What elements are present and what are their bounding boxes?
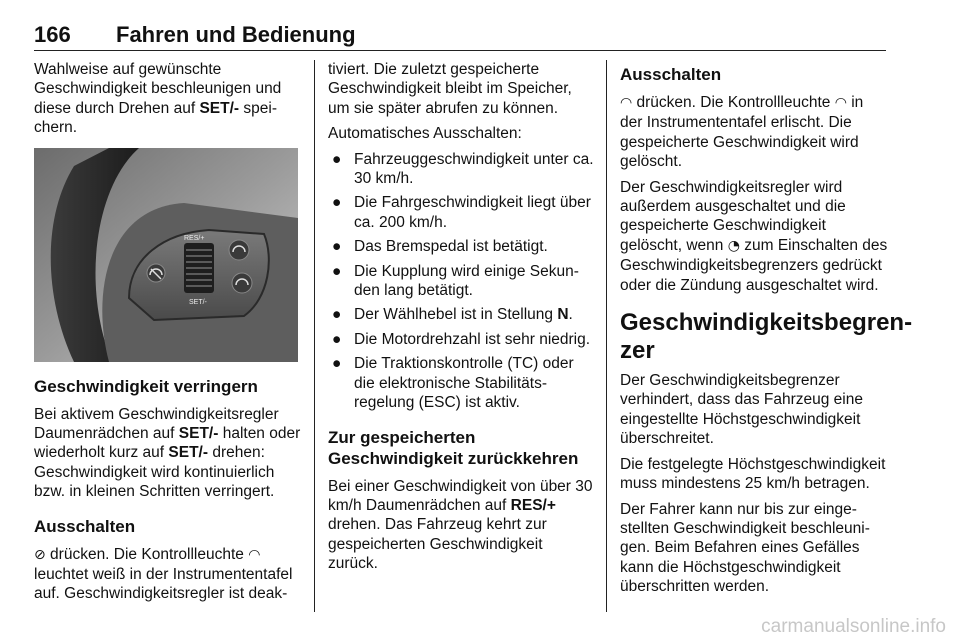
heading-switch-off: Ausschalten — [620, 65, 722, 84]
heading-speed-limiter: Geschwindigkeitsbegrenzer — [620, 309, 913, 365]
paragraph: Die festgelegte Höchstgeschwindigkeit muss mindestens 25 km/h betragen. — [620, 455, 886, 493]
watermark: carmanualsonline.info — [761, 616, 946, 637]
paragraph: Automatisches Ausschalten: — [328, 125, 522, 143]
page-number: 166 — [34, 22, 71, 47]
list-item: ● Der Wählhebel ist in Stellung N. — [332, 306, 573, 324]
paragraph: Wahlweise auf gewünschte Geschwindigkeit beschleunigen und diese durch Drehen auf SET/- speichern. — [34, 61, 282, 137]
list-item: ● Fahrzeuggeschwindigkeit unter ca. 30 km/h. — [332, 150, 594, 188]
heading-decrease-speed: Geschwindigkeit verringern — [34, 376, 258, 396]
paragraph: Der Geschwindigkeitsbegrenzer verhindert, dass das Fahrzeug eine eingestellte Höchstgeschwindigkeit überschreitet. — [620, 372, 863, 448]
paragraph: Der Fahrer kann nur bis zur eingestellten Geschwindigkeit beschleunigen. Beim Befahren eines Gefälles kann die Höchstgeschwindigkeit überschritten werden. — [620, 500, 870, 596]
paragraph: ◠ drücken. Die Kontrollleuchte ◠ in der Instrumententafel erlischt. Die gespeicherte Geschwindigkeit wird gelöscht. — [620, 94, 864, 171]
heading-switch-off: Ausschalten — [34, 516, 136, 536]
auto-off-list — [328, 150, 596, 413]
set-label: SET/- — [189, 298, 207, 306]
list-item: ● Die Fahrgeschwindigkeit liegt über ca. 200 km/h. — [332, 194, 591, 231]
list-item: ● Die Motordrehzahl ist sehr niedrig. — [332, 330, 591, 348]
list-item: ● Die Kupplung wird einige Sekunden lang betätigt. — [332, 262, 579, 300]
column-2 — [328, 60, 596, 580]
list-item: ● Die Traktionskontrolle (TC) oder die elektronische Stabilitätsregelung (ESC) ist aktiv. — [332, 355, 574, 412]
paragraph: ⊘ drücken. Die Kontrollleuchte ◠ leuchtet weiß in der Instrumententafel auf. Geschwindigkeitsregler ist deak- — [34, 545, 293, 603]
steering-wheel-figure — [34, 148, 298, 362]
column-divider — [606, 60, 607, 612]
column-1 — [34, 60, 304, 610]
cruise-control-icon: ◠ — [248, 546, 261, 563]
list-item: ● Das Bremspedal ist betätigt. — [332, 238, 548, 256]
page-header — [34, 8, 886, 51]
column-3 — [620, 60, 913, 603]
cruise-control-icon: ◠ — [620, 95, 633, 111]
paragraph: Der Geschwindigkeitsregler wird außerdem ausgeschaltet und die gespeicherte Geschwindigkeit gelöscht, wenn ◔ zum Einschalten des Geschwindigkeitsbegrenzers gedrückt oder die Zündung ausgeschaltet wird. — [620, 178, 888, 294]
cruise-cancel-icon: ⊘ — [34, 546, 46, 563]
column-divider — [314, 60, 315, 612]
speed-limiter-icon: ◔ — [727, 237, 740, 254]
paragraph: Bei einer Geschwindigkeit von über 30 km/h Daumenrädchen auf RES/+ drehen. Das Fahrzeug kehrt zur gespeicherten Geschwindigkeit zurück. — [328, 477, 593, 573]
heading-resume-speed: Zur gespeicherten Geschwindigkeit zurückkehren — [328, 427, 579, 468]
res-label: RES/+ — [184, 234, 205, 242]
cruise-control-icon: ◠ — [834, 95, 847, 111]
paragraph: tiviert. Die zuletzt gespeicherte Geschwindigkeit bleibt im Speicher, um sie später abrufen zu können. — [328, 61, 572, 117]
paragraph: Bei aktivem Geschwindigkeitsregler Daumenrädchen auf SET/- halten oder wiederholt kurz auf SET/- drehen: Geschwindigkeit wird kontinuierlich bzw. in kleinen Schritten verringert. — [34, 405, 301, 501]
page-title: Fahren und Bedienung — [116, 22, 356, 47]
